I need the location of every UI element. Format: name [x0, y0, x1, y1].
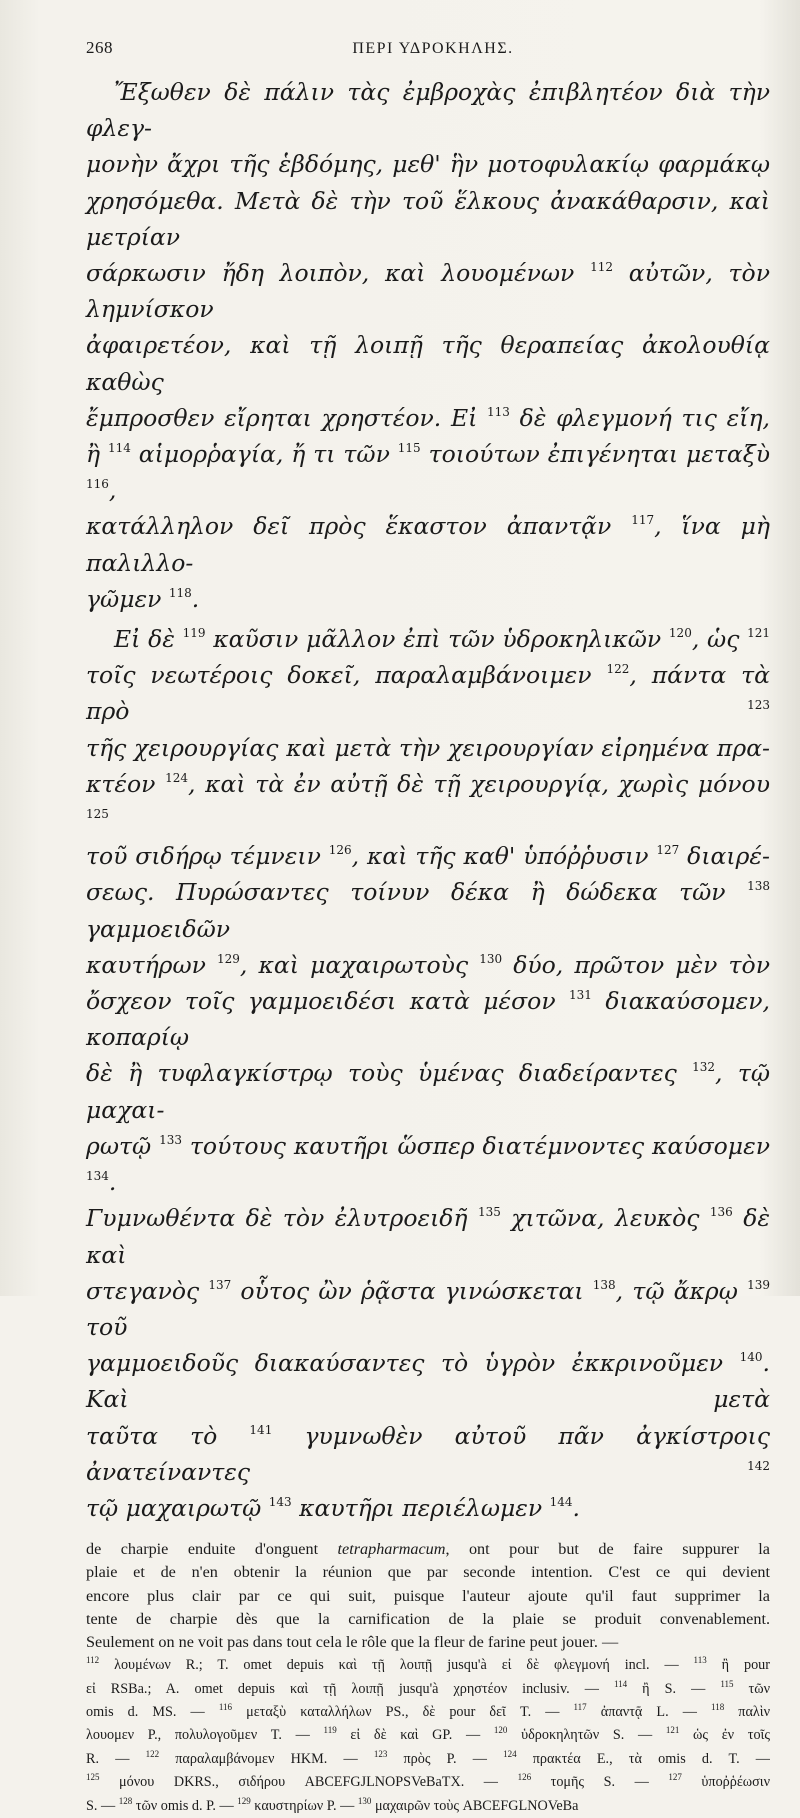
- apparatus-line: εἰ RSBa.; A. omet depuis καὶ τῇ λοιπῇ jusqu'à χρηστέον inclusiv. — $^{114}$ ἢ S. — $^{115}$ τῶν: [86, 1678, 770, 1697]
- note-reference: 116: [86, 477, 109, 492]
- greek-line: Γυμνωθέντα δὲ τὸν ἐλυτροειδῆ $^{135}$ χιτῶνα, λευκὸς $^{136}$ δὲ καὶ: [86, 1204, 771, 1269]
- running-head: [86, 38, 770, 72]
- note-reference: 123: [747, 698, 770, 713]
- note-reference: 144: [549, 1494, 573, 1509]
- running-title: ΠΕΡΙ ΥΔΡΟΚΗΛΗΣ.: [352, 40, 514, 57]
- note-line: de charpie enduite d'onguent tetrapharmacum, ont pour but de faire suppurer la: [86, 1540, 770, 1559]
- note-reference: 118: [168, 585, 192, 600]
- greek-line: γῶμεν $^{118}$.: [86, 584, 200, 613]
- italic-term: tetrapharmacum: [337, 1540, 446, 1559]
- french-note: [86, 1538, 770, 1654]
- note-reference: 131: [569, 988, 592, 1003]
- note-reference: 117: [631, 513, 655, 528]
- note-reference: 114: [613, 1678, 628, 1689]
- greek-line: δὲ ἢ τυφλαγκίστρῳ τοὺς ὑμένας διαδείραντες $^{132}$, τῷ μαχαι-: [86, 1059, 770, 1124]
- greek-line: χρησόμεθα. Μετὰ δὲ τὴν τοῦ ἕλκους ἀνακάθαρσιν, καὶ μετρίαν: [86, 186, 770, 251]
- greek-line: ἀφαιρετέον, καὶ τῇ λοιπῇ τῆς θεραπείας ἀκολουθίᾳ καθὼς: [86, 331, 770, 396]
- note-reference: 128: [118, 1795, 133, 1806]
- greek-line: ἢ $^{114}$ αἱμορῥαγία, ἤ τι τῶν $^{115}$ τοιούτων ἐπιγένηται μεταξὺ $^{116}$,: [86, 440, 770, 505]
- greek-line: ὄσχεον τοῖς γαμμοειδέσι κατὰ μέσον $^{131}$ διακαύσομεν, κοπαρίῳ: [86, 987, 770, 1052]
- apparatus-line: $^{112}$ λουμένων R.; T. omet depuis καὶ τῇ λοιπῇ jusqu'à εἰ δὲ φλεγμονή incl. — $^{113}$ ἢ pour: [86, 1655, 770, 1674]
- greek-line: τῆς χειρουργίας καὶ μετὰ τὴν χειρουργίαν εἰρημένα πρα-: [86, 733, 770, 762]
- note-reference: 124: [165, 770, 188, 785]
- note-reference: 121: [747, 626, 770, 641]
- note-reference: 117: [573, 1701, 587, 1712]
- note-reference: 119: [323, 1725, 337, 1736]
- apparatus-line: S. — $^{128}$ τῶν omis d. P. — $^{129}$ καυστηρίων P. — $^{130}$ μαχαιρῶν τοὺς ABCEFGLNOVeBa: [86, 1795, 579, 1814]
- greek-paragraph-1: [86, 74, 770, 617]
- note-reference: 129: [237, 1795, 251, 1806]
- note-line: Seulement on ne voit pas dans tout cela le rôle que la fleur de farine peut jouer. —: [86, 1632, 619, 1651]
- apparatus-line: omis d. MS. — $^{116}$ μεταξὺ καταλλήλων PS., δὲ pour δεῖ T. — $^{117}$ ἀπαντᾷ L. — $^{118}$ παλὶν: [86, 1701, 770, 1720]
- greek-line: σάρκωσιν ἤδη λοιπὸν, καὶ λουομένων $^{112}$ αὐτῶν, τὸν λημνίσκον: [86, 259, 770, 324]
- note-reference: 138: [592, 1277, 616, 1292]
- note-reference: 126: [328, 843, 352, 858]
- note-reference: 123: [373, 1748, 388, 1759]
- note-reference: 135: [477, 1205, 501, 1220]
- page-number: 268: [86, 38, 113, 57]
- note-reference: 134: [86, 1169, 109, 1184]
- greek-line: τοῦ σιδήρῳ τέμνειν $^{126}$, καὶ τῆς καθ' ὑπόῤῥυσιν $^{127}$ διαιρέ-: [86, 842, 770, 871]
- note-reference: 143: [268, 1494, 292, 1509]
- greek-line: κτέον $^{124}$, καὶ τὰ ἐν αὐτῇ δὲ τῇ χειρουργίᾳ, χωρὶς μόνου $^{125}$: [86, 769, 770, 822]
- note-reference: 140: [739, 1350, 763, 1365]
- greek-line: ἔμπροσθεν εἴρηται χρηστέον. Εἰ $^{113}$ δὲ φλεγμονή τις εἴη,: [86, 403, 770, 432]
- greek-line: καυτήρων $^{129}$, καὶ μαχαιρωτοὺς $^{130}$ δύο, πρῶτον μὲν τὸν: [86, 950, 770, 979]
- note-reference: 125: [86, 807, 109, 822]
- note-reference: 122: [606, 662, 630, 677]
- note-reference: 133: [159, 1132, 182, 1147]
- greek-line: σεως. Πυρώσαντες τοίνυν δέκα ἢ δώδεκα τῶν $^{138}$ γαμμοειδῶν: [86, 878, 770, 943]
- note-reference: 114: [107, 441, 131, 456]
- greek-line: τοῖς νεωτέροις δοκεῖ, παραλαμβάνοιμεν $^{122}$, πάντα τὰ πρὸ $^{123}$: [86, 661, 770, 726]
- apparatus-line: $^{125}$ μόνου DKRS., σιδήρου ABCEFGJLNOPSVeBaTX. — $^{126}$ τομῆς S. — $^{127}$ ὑποῤῥέωσιν: [86, 1772, 770, 1791]
- apparatus-line: R. — $^{122}$ παραλαμβάνομεν HKM. — $^{123}$ πρὸς P. — $^{124}$ πρακτέα E., τὰ omis d. T. —: [86, 1748, 770, 1767]
- note-line: encore plus clair par ce qui suit, puisque l'auteur ajoute qu'il faut supprimer la: [86, 1586, 770, 1605]
- note-line: plaie et de n'en obtenir la réunion que par seconde intention. C'est ce qui devient: [86, 1563, 770, 1582]
- note-reference: 127: [656, 843, 680, 858]
- note-reference: 112: [590, 260, 613, 275]
- note-line: tente de charpie dès que la carnification de la plaie se produit convenablement.: [86, 1609, 770, 1628]
- note-reference: 121: [665, 1725, 680, 1736]
- note-reference: 142: [747, 1458, 770, 1473]
- note-reference: 115: [720, 1678, 734, 1689]
- note-reference: 122: [145, 1748, 160, 1759]
- note-reference: 120: [668, 626, 692, 641]
- apparatus-line: λουομεν P., πολυλογοῦμεν T. — $^{119}$ εἰ δὲ καὶ GP. — $^{120}$ ὑδροκηλητῶν S. — $^{121}$ ὡς ἐν τοῖς: [86, 1725, 770, 1744]
- note-reference: 130: [479, 951, 503, 966]
- note-reference: 129: [217, 951, 240, 966]
- greek-line: κατάλληλον δεῖ πρὸς ἕκαστον ἀπαντᾷν $^{117}$, ἵνα μὴ παλιλλο-: [86, 512, 771, 577]
- note-reference: 118: [711, 1701, 725, 1712]
- note-reference: 124: [503, 1748, 517, 1759]
- note-reference: 130: [357, 1795, 372, 1806]
- note-reference: 126: [517, 1772, 532, 1783]
- note-reference: 119: [182, 626, 206, 641]
- greek-line: Ἔξωθεν δὲ πάλιν τὰς ἐμβροχὰς ἐπιβλητέον διὰ τὴν φλεγ-: [86, 78, 770, 143]
- note-reference: 137: [208, 1277, 232, 1292]
- note-reference: 113: [693, 1655, 707, 1666]
- greek-text: [86, 74, 770, 1526]
- greek-line: γαμμοειδοῦς διακαύσαντες τὸ ὑγρὸν ἐκκρινοῦμεν $^{140}$. Καὶ μετὰ: [86, 1349, 770, 1414]
- critical-apparatus: [86, 1654, 770, 1818]
- greek-line: ρωτῷ $^{133}$ τούτους καυτῆρι ὥσπερ διατέμνοντες καύσομεν $^{134}$.: [86, 1131, 770, 1197]
- note-reference: 138: [747, 879, 770, 894]
- greek-paragraph-2: [86, 621, 770, 1526]
- greek-line: στεγανὸς $^{137}$ οὗτος ὢν ῥᾷστα γινώσκεται $^{138}$, τῷ ἄκρῳ $^{139}$ τοῦ: [86, 1276, 770, 1341]
- note-reference: 127: [668, 1772, 682, 1783]
- greek-line: τῷ μαχαιρωτῷ $^{143}$ καυτῆρι περιέλωμεν $^{144}$.: [86, 1493, 581, 1522]
- note-reference: 132: [692, 1060, 716, 1075]
- note-reference: 125: [86, 1772, 100, 1783]
- note-reference: 112: [86, 1655, 100, 1666]
- note-reference: 116: [218, 1701, 233, 1712]
- note-reference: 136: [709, 1205, 733, 1220]
- note-reference: 115: [397, 441, 421, 456]
- note-reference: 141: [249, 1422, 273, 1437]
- greek-line: ταῦτα τὸ $^{141}$ γυμνωθὲν αὐτοῦ πᾶν ἀγκίστροις ἀνατείναντες $^{142}$: [86, 1421, 770, 1486]
- note-reference: 113: [487, 404, 510, 419]
- greek-line: Εἰ δὲ $^{119}$ καῦσιν μᾶλλον ἐπὶ τῶν ὑδροκηλικῶν $^{120}$, ὡς $^{121}$: [114, 625, 770, 654]
- note-reference: 139: [747, 1277, 770, 1292]
- greek-line: μονὴν ἄχρι τῆς ἑβδόμης, μεθ' ἣν μοτοφυλακίῳ φαρμάκῳ: [86, 150, 770, 179]
- note-reference: 120: [493, 1725, 508, 1736]
